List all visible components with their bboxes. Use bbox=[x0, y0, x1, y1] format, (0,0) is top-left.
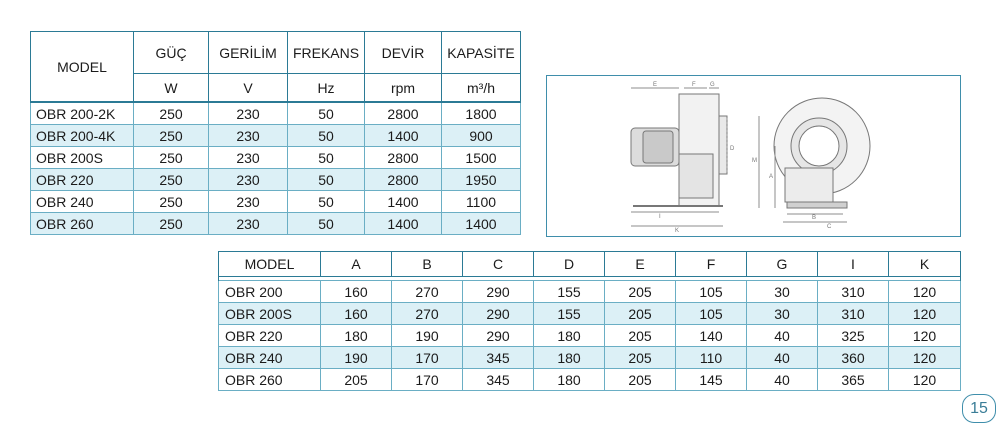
page-number: 15 bbox=[962, 394, 996, 423]
dim-cell-e: 205 bbox=[605, 325, 676, 347]
label-f: F bbox=[692, 82, 696, 88]
cell-capacity: 1100 bbox=[442, 191, 521, 213]
cell-frequency: 50 bbox=[288, 125, 365, 147]
dim-cell-f: 105 bbox=[676, 303, 747, 325]
table-row bbox=[31, 125, 521, 147]
cell-capacity: 1500 bbox=[442, 147, 521, 169]
cell-model: OBR 260 bbox=[31, 213, 134, 235]
spec-table bbox=[30, 31, 521, 235]
unit-frequency: Hz bbox=[288, 74, 365, 103]
cell-capacity: 1800 bbox=[442, 102, 521, 125]
dim-cell-d: 180 bbox=[534, 347, 605, 369]
dim-cell-b: 270 bbox=[392, 281, 463, 303]
table-row bbox=[31, 169, 521, 191]
header-frequency: FREKANS bbox=[288, 32, 365, 74]
dim-cell-k: 120 bbox=[889, 369, 961, 391]
fan-dimension-diagram bbox=[546, 75, 961, 237]
cell-capacity: 1400 bbox=[442, 213, 521, 235]
dimension-drawing bbox=[547, 76, 960, 236]
cell-power: 250 bbox=[134, 102, 209, 125]
dim-cell-k: 120 bbox=[889, 347, 961, 369]
motor-cap bbox=[643, 131, 673, 163]
label-e: E bbox=[653, 82, 658, 88]
dim-header-i: I bbox=[818, 252, 889, 277]
cell-speed: 2800 bbox=[365, 147, 442, 169]
dim-cell-e: 205 bbox=[605, 303, 676, 325]
cell-power: 250 bbox=[134, 213, 209, 235]
cell-speed: 1400 bbox=[365, 125, 442, 147]
outlet-front bbox=[785, 168, 833, 202]
cell-model: OBR 240 bbox=[31, 191, 134, 213]
dim-cell-a: 160 bbox=[321, 303, 392, 325]
dim-header-g: G bbox=[747, 252, 818, 277]
cell-voltage: 230 bbox=[209, 169, 288, 191]
dim-cell-d: 155 bbox=[534, 281, 605, 303]
dim-cell-model: OBR 200 bbox=[219, 281, 321, 303]
cell-speed: 1400 bbox=[365, 191, 442, 213]
header-model: MODEL bbox=[31, 32, 134, 103]
dim-cell-model: OBR 260 bbox=[219, 369, 321, 391]
dim-cell-model: OBR 200S bbox=[219, 303, 321, 325]
cell-voltage: 230 bbox=[209, 102, 288, 125]
dim-cell-a: 205 bbox=[321, 369, 392, 391]
dim-cell-b: 170 bbox=[392, 347, 463, 369]
header-power: GÜÇ bbox=[134, 32, 209, 74]
table-row bbox=[31, 213, 521, 235]
label-a: A bbox=[769, 174, 774, 180]
cell-speed: 2800 bbox=[365, 102, 442, 125]
dim-cell-g: 40 bbox=[747, 347, 818, 369]
dim-cell-g: 40 bbox=[747, 369, 818, 391]
dim-cell-f: 110 bbox=[676, 347, 747, 369]
unit-capacity: m³/h bbox=[442, 74, 521, 103]
cell-capacity: 1950 bbox=[442, 169, 521, 191]
dim-cell-f: 140 bbox=[676, 325, 747, 347]
label-b: B bbox=[812, 215, 817, 221]
unit-power: W bbox=[134, 74, 209, 103]
dim-cell-f: 145 bbox=[676, 369, 747, 391]
header-capacity: KAPASİTE bbox=[442, 32, 521, 74]
dim-cell-c: 290 bbox=[463, 325, 534, 347]
label-d: D bbox=[730, 146, 735, 152]
cell-model: OBR 200S bbox=[31, 147, 134, 169]
dim-cell-i: 310 bbox=[818, 303, 889, 325]
cell-voltage: 230 bbox=[209, 191, 288, 213]
cell-voltage: 230 bbox=[209, 147, 288, 169]
dim-header-b: B bbox=[392, 252, 463, 277]
dim-header-e: E bbox=[605, 252, 676, 277]
table-row bbox=[219, 325, 961, 347]
label-c: C bbox=[827, 224, 832, 230]
cell-speed: 2800 bbox=[365, 169, 442, 191]
dim-cell-b: 190 bbox=[392, 325, 463, 347]
dim-cell-d: 180 bbox=[534, 325, 605, 347]
table-row bbox=[219, 303, 961, 325]
dim-cell-g: 30 bbox=[747, 303, 818, 325]
cell-frequency: 50 bbox=[288, 191, 365, 213]
dim-cell-c: 345 bbox=[463, 347, 534, 369]
cell-power: 250 bbox=[134, 147, 209, 169]
table-row bbox=[219, 347, 961, 369]
dim-cell-e: 205 bbox=[605, 281, 676, 303]
dim-cell-c: 345 bbox=[463, 369, 534, 391]
dim-cell-b: 170 bbox=[392, 369, 463, 391]
dim-header-k: K bbox=[889, 252, 961, 277]
unit-speed: rpm bbox=[365, 74, 442, 103]
dim-cell-a: 190 bbox=[321, 347, 392, 369]
table-row bbox=[31, 102, 521, 125]
cell-frequency: 50 bbox=[288, 213, 365, 235]
dim-cell-k: 120 bbox=[889, 303, 961, 325]
dim-cell-i: 310 bbox=[818, 281, 889, 303]
cell-frequency: 50 bbox=[288, 102, 365, 125]
dim-cell-a: 160 bbox=[321, 281, 392, 303]
dimension-table bbox=[218, 251, 961, 391]
unit-voltage: V bbox=[209, 74, 288, 103]
cell-frequency: 50 bbox=[288, 169, 365, 191]
cell-model: OBR 200-4K bbox=[31, 125, 134, 147]
dim-header-a: A bbox=[321, 252, 392, 277]
table-row bbox=[219, 369, 961, 391]
cell-capacity: 900 bbox=[442, 125, 521, 147]
cell-model: OBR 200-2K bbox=[31, 102, 134, 125]
base-front bbox=[787, 202, 847, 208]
dim-cell-i: 365 bbox=[818, 369, 889, 391]
inlet-inner bbox=[799, 126, 839, 166]
dim-cell-model: OBR 240 bbox=[219, 347, 321, 369]
dim-cell-e: 205 bbox=[605, 347, 676, 369]
table-row bbox=[219, 281, 961, 303]
dim-cell-c: 290 bbox=[463, 281, 534, 303]
label-i: I bbox=[659, 214, 661, 220]
header-speed: DEVİR bbox=[365, 32, 442, 74]
cell-power: 250 bbox=[134, 169, 209, 191]
dim-cell-model: OBR 220 bbox=[219, 325, 321, 347]
label-g: G bbox=[710, 82, 715, 88]
dim-header-d: D bbox=[534, 252, 605, 277]
table-row bbox=[31, 191, 521, 213]
dim-cell-i: 360 bbox=[818, 347, 889, 369]
cell-power: 250 bbox=[134, 125, 209, 147]
dim-cell-g: 40 bbox=[747, 325, 818, 347]
dim-cell-f: 105 bbox=[676, 281, 747, 303]
dim-header-f: F bbox=[676, 252, 747, 277]
header-voltage: GERİLİM bbox=[209, 32, 288, 74]
inlet-ring bbox=[719, 116, 727, 174]
dim-header-c: C bbox=[463, 252, 534, 277]
cell-power: 250 bbox=[134, 191, 209, 213]
cell-voltage: 230 bbox=[209, 125, 288, 147]
dim-cell-g: 30 bbox=[747, 281, 818, 303]
dim-header-model: MODEL bbox=[219, 252, 321, 277]
dim-cell-e: 205 bbox=[605, 369, 676, 391]
cell-speed: 1400 bbox=[365, 213, 442, 235]
cell-frequency: 50 bbox=[288, 147, 365, 169]
cell-model: OBR 220 bbox=[31, 169, 134, 191]
dim-cell-k: 120 bbox=[889, 281, 961, 303]
label-k: K bbox=[675, 228, 680, 234]
table-row bbox=[31, 147, 521, 169]
dim-cell-a: 180 bbox=[321, 325, 392, 347]
dim-cell-i: 325 bbox=[818, 325, 889, 347]
dim-cell-d: 180 bbox=[534, 369, 605, 391]
dim-cell-b: 270 bbox=[392, 303, 463, 325]
dim-cell-k: 120 bbox=[889, 325, 961, 347]
cell-voltage: 230 bbox=[209, 213, 288, 235]
dim-cell-d: 155 bbox=[534, 303, 605, 325]
label-m: M bbox=[752, 158, 757, 164]
dim-cell-c: 290 bbox=[463, 303, 534, 325]
outlet-flange bbox=[679, 154, 713, 198]
